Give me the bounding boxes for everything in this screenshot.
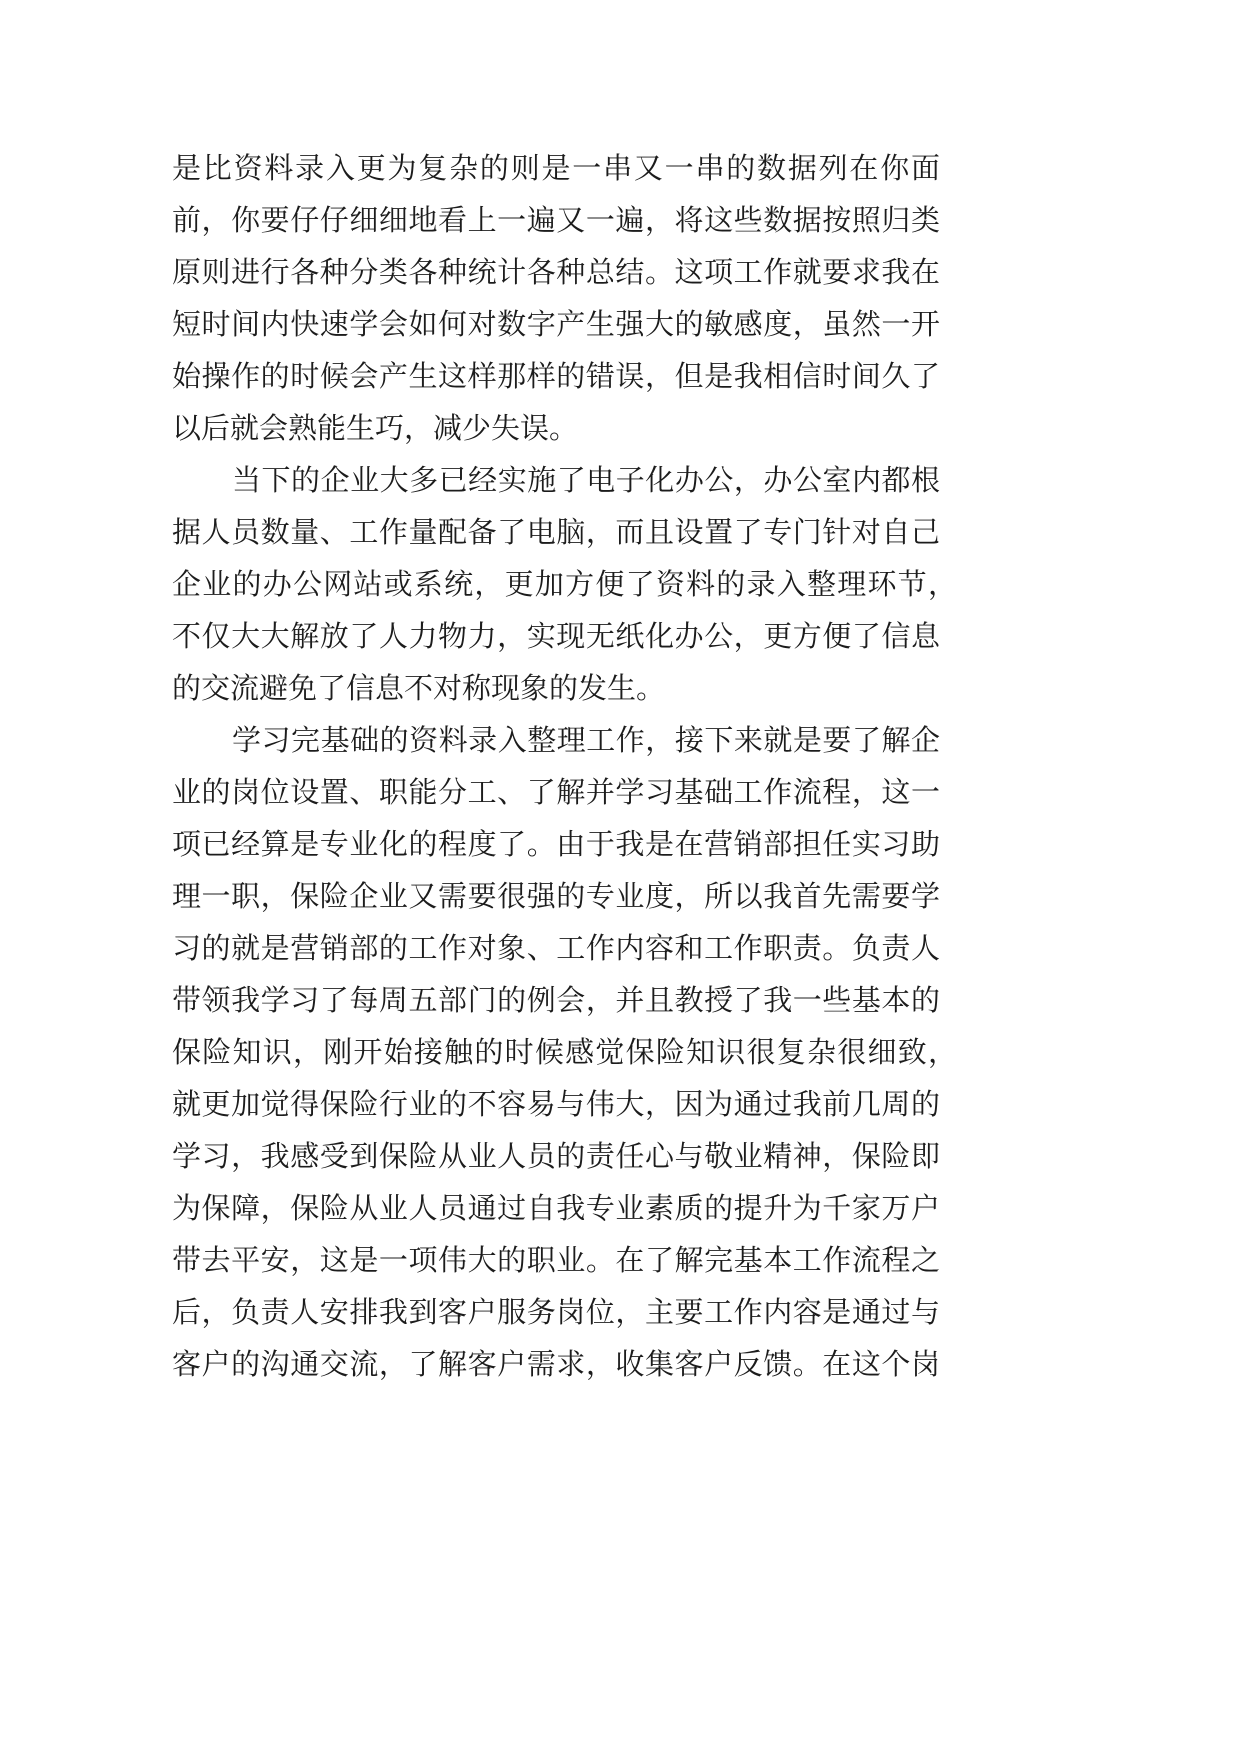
text-line: 项已经算是专业化的程度了。由于我是在营销部担任实习助: [172, 827, 940, 861]
paragraph: [172, 454, 957, 714]
text-line: 前，你要仔仔细细地看上一遍又一遍，将这些数据按照归类: [172, 203, 940, 237]
text-line: 带去平安，这是一项伟大的职业。在了解完基本工作流程之: [172, 1243, 940, 1277]
text-line: 习的就是营销部的工作对象、工作内容和工作职责。负责人: [172, 931, 940, 965]
text-line: 学习，我感受到保险从业人员的责任心与敬业精神，保险即: [172, 1139, 940, 1173]
text-line: 短时间内快速学会如何对数字产生强大的敏感度，虽然一开: [172, 307, 940, 341]
text-line: 理一职，保险企业又需要很强的专业度，所以我首先需要学: [172, 879, 940, 913]
text-line: 是比资料录入更为复杂的则是一串又一串的数据列在你面: [172, 151, 940, 185]
text-line: 客户的沟通交流，了解客户需求，收集客户反馈。在这个岗: [172, 1347, 940, 1381]
text-line: 的交流避免了信息不对称现象的发生。: [172, 671, 666, 705]
text-line: 为保障，保险从业人员通过自我专业素质的提升为千家万户: [172, 1191, 940, 1225]
paragraph: [172, 714, 957, 1390]
text-line: 据人员数量、工作量配备了电脑，而且设置了专门针对自己: [172, 515, 940, 549]
text-line: 学习完基础的资料录入整理工作，接下来就是要了解企: [232, 723, 940, 757]
text-line: 带领我学习了每周五部门的例会，并且教授了我一些基本的: [172, 983, 940, 1017]
text-line: 后，负责人安排我到客户服务岗位，主要工作内容是通过与: [172, 1295, 940, 1329]
text-line: 原则进行各种分类各种统计各种总结。这项工作就要求我在: [172, 255, 940, 289]
text-line: 不仅大大解放了人力物力，实现无纸化办公，更方便了信息: [172, 619, 940, 653]
text-line: 业的岗位设置、职能分工、了解并学习基础工作流程，这一: [172, 775, 940, 809]
text-line: 始操作的时候会产生这样那样的错误，但是我相信时间久了: [172, 359, 940, 393]
text-line: 就更加觉得保险行业的不容易与伟大，因为通过我前几周的: [172, 1087, 940, 1121]
text-line: 企业的办公网站或系统，更加方便了资料的录入整理环节，: [172, 567, 957, 601]
text-line: 以后就会熟能生巧，减少失误。: [172, 411, 579, 445]
text-line: 当下的企业大多已经实施了电子化办公，办公室内都根: [232, 463, 940, 497]
paragraph: [172, 142, 942, 454]
text-line: 保险知识，刚开始接触的时候感觉保险知识很复杂很细致，: [172, 1035, 957, 1069]
document-body: [172, 142, 957, 1390]
